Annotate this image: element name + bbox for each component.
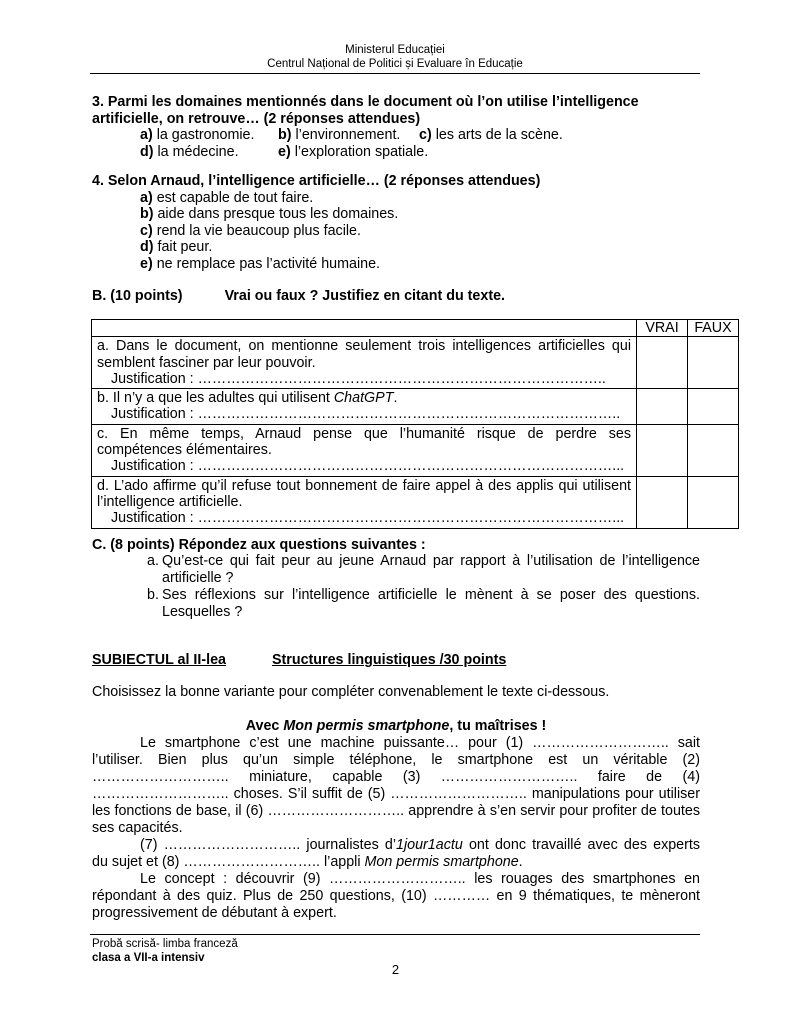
faux-checkbox-b[interactable] bbox=[688, 389, 739, 425]
table-header-row bbox=[92, 320, 739, 337]
table-row bbox=[92, 476, 739, 528]
justification-c: Justification : ……………………………………………………………………………... bbox=[111, 458, 625, 475]
option: d) fait peur. bbox=[140, 239, 213, 255]
justification-a: Justification : ………………………………………………………………………….. bbox=[111, 370, 606, 387]
statement-c: c. En même temps, Arnaud pense que l’humanité risque de perdre ses compétences élémentaires. bbox=[97, 425, 631, 459]
question-3-options bbox=[140, 127, 704, 160]
table-row bbox=[92, 389, 739, 425]
option: c) rend la vie beaucoup plus facile. bbox=[140, 222, 361, 239]
table-row bbox=[92, 424, 739, 476]
option: e) l’exploration spatiale. bbox=[278, 143, 429, 160]
col-vrai: VRAI bbox=[637, 320, 688, 337]
option: e) ne remplace pas l’activité humaine. bbox=[140, 255, 381, 272]
subject-2-title: Structures linguistiques /30 points bbox=[272, 652, 507, 668]
footer-exam: Probă scrisă- limba franceză bbox=[92, 938, 238, 950]
statement-d: d. L’ado affirme qu’il refuse tout bonnement de faire appel à des applis qui utilisent l’intelligence artificielle. bbox=[97, 477, 631, 510]
faux-checkbox-c[interactable] bbox=[688, 424, 739, 476]
question-3 bbox=[92, 94, 704, 160]
vrai-checkbox-d[interactable] bbox=[637, 476, 688, 528]
section-b-label: B. (10 points) bbox=[92, 288, 183, 304]
section-b-heading bbox=[92, 288, 505, 304]
footer-divider bbox=[90, 934, 700, 935]
statement-a: a. Dans le document, on mentionne seulement trois intelligences artificielles qui semblent fasciner par leur pouvoir. bbox=[97, 338, 631, 371]
faux-checkbox-a[interactable] bbox=[688, 337, 739, 389]
list-item: a. Qu’est-ce qui fait peur au jeune Arnaud par rapport à l’utilisation de l’intelligence artificielle ? bbox=[147, 553, 700, 586]
page-number: 2 bbox=[391, 962, 400, 977]
header-divider bbox=[90, 73, 700, 74]
option: b) aide dans presque tous les domaines. bbox=[140, 206, 399, 222]
header-center: Centrul Național de Politici și Evaluare în Educație bbox=[267, 58, 523, 70]
vrai-checkbox-c[interactable] bbox=[637, 424, 688, 476]
option: a) la gastronomie. bbox=[140, 127, 255, 143]
page-footer bbox=[92, 937, 238, 965]
vrai-checkbox-a[interactable] bbox=[637, 337, 688, 389]
statement-b: b. Il n’y a que les adultes qui utilisent ChatGPT. bbox=[97, 390, 398, 407]
section-c-questions bbox=[147, 553, 700, 621]
list-item: b. Ses réflexions sur l’intelligence artificielle le mènent à se poser des questions. Lesquelles ? bbox=[147, 587, 700, 620]
question-4-options bbox=[140, 190, 704, 273]
vrai-checkbox-b[interactable] bbox=[637, 389, 688, 425]
option: a) est capable de tout faire. bbox=[140, 189, 314, 206]
option: b) l’environnement. bbox=[278, 127, 401, 143]
question-3-text: 3. Parmi les domaines mentionnés dans le document où l’on utilise l’intelligence artificielle, on retrouve… (2 réponses attendues) bbox=[92, 94, 639, 127]
passage-paragraph-1: Le smartphone c’est une machine puissante… pour (1) ……………………….. sait l’utiliser. Bien plus qu’un simple téléphone, le smartphone est un véritable (2) ……………………….. miniature, capable (3) ……………………….. faire de (4) ……………………….. choses. S’il suffit de (5) ……………………….. manipulations pour utiliser les fonctions de base, il (6) ……………………….. apprendre à s’en servir pour profiter de toutes ses capacités. bbox=[92, 735, 700, 836]
option: d) la médecine. bbox=[140, 143, 239, 160]
subject-2-heading bbox=[92, 652, 506, 668]
true-false-table bbox=[91, 319, 739, 529]
cloze-passage bbox=[92, 718, 700, 922]
subject-2-label: SUBIECTUL al II-lea bbox=[92, 652, 226, 668]
footer-class: clasa a VII-a intensiv bbox=[92, 952, 205, 964]
col-faux: FAUX bbox=[688, 320, 739, 337]
page-header bbox=[90, 43, 700, 71]
justification-b: Justification : …………………………………………………………………………….. bbox=[111, 406, 621, 423]
question-4-text: 4. Selon Arnaud, l’intelligence artificielle… (2 réponses attendues) bbox=[92, 173, 541, 189]
faux-checkbox-d[interactable] bbox=[688, 476, 739, 528]
passage-paragraph-3: Le concept : découvrir (9) ……………………….. les rouages des smartphones en répondant à des quiz. Plus de 250 questions, (10) ………… en 9 thématiques, te mèneront progressivement de débutant à expert. bbox=[92, 871, 700, 921]
subject-2-instruction: Choisissez la bonne variante pour compléter convenablement le texte ci-dessous. bbox=[92, 684, 610, 700]
justification-d: Justification : ……………………………………………………………………………... bbox=[111, 510, 625, 527]
section-b-title: Vrai ou faux ? Justifiez en citant du texte. bbox=[224, 288, 505, 304]
header-ministry: Ministerul Educației bbox=[345, 44, 445, 56]
table-row bbox=[92, 337, 739, 389]
question-4 bbox=[92, 173, 704, 272]
section-c-heading: C. (8 points) Répondez aux questions suivantes : bbox=[92, 537, 426, 553]
option: c) les arts de la scène. bbox=[419, 127, 563, 143]
passage-title: Avec Mon permis smartphone, tu maîtrises ! bbox=[245, 718, 547, 734]
passage-paragraph-2: (7) ……………………….. journalistes d’1jour1actu ont donc travaillé avec des experts du sujet et (8) ……………………….. l’appli Mon permis smartphone. bbox=[92, 837, 701, 870]
